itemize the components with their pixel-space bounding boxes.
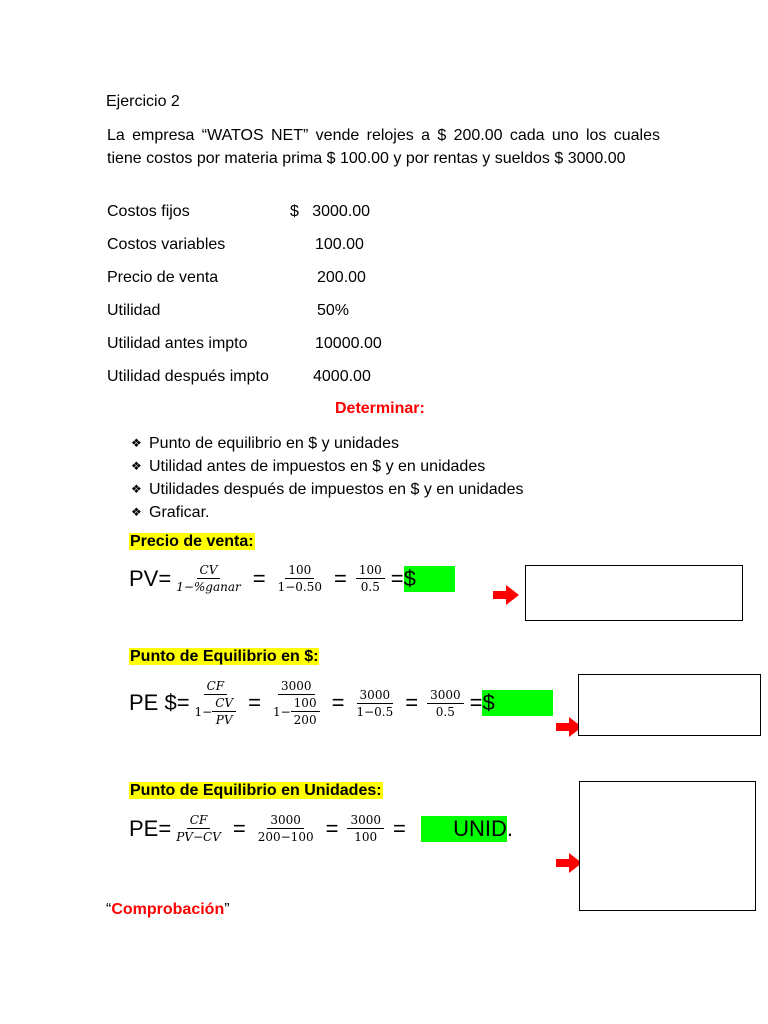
list-item: ❖ Graficar. [131, 501, 523, 524]
pe-dollars-fraction-4: $\frac{3000}{0.5}$ [427, 688, 464, 719]
list-item: ❖ Utilidades después de impuestos en $ y en unidades [131, 478, 523, 501]
diamond-bullet-icon: ❖ [131, 505, 142, 519]
row-value-utilidad-despues: 4000.00 [313, 368, 371, 385]
row-label-utilidad-antes: Utilidad antes impto [107, 335, 248, 352]
row-label-costos-fijos: Costos fijos [107, 203, 190, 220]
pv-formula: PV= $\frac{CV}{\text{1−\%ganar}}$ = $\frac{100}{1-0.50}$ = $\frac{100}{0.5}$ = $ [129, 563, 455, 594]
diamond-bullet-icon: ❖ [131, 459, 142, 473]
task-list [131, 432, 523, 524]
list-item: ❖ Utilidad antes de impuestos en $ y en unidades [131, 455, 523, 478]
row-label-utilidad-despues: Utilidad después impto [107, 368, 269, 385]
pv-fraction-1: $\frac{CV}{\text{1−\%ganar}}$ [176, 563, 241, 594]
row-value-costos-fijos: $ 3000.00 [290, 203, 371, 220]
pv-answer-box[interactable] [525, 565, 743, 621]
pe-units-heading: Punto de Equilibrio en Unidades: [130, 782, 382, 799]
row-label-costos-variables: Costos variables [107, 236, 226, 253]
pe-dollars-fraction-2: 3000 1− $\frac{100}{200}$ [270, 679, 323, 727]
exercise-title: Ejercicio 2 [106, 93, 180, 110]
red-arrow-icon [493, 585, 519, 605]
pe-units-lhs: PE= [129, 815, 172, 841]
pv-fraction-2: $\frac{100}{1-0.50}$ [277, 563, 323, 594]
pe-dollars-formula: PE $= CF 1− $\frac{CV}{PV}$ = 3000 1− $\frac{100}{200}$ = $\frac{3000}{1-0.5}$ = $\frac{3000}{0.5}$ = $ [129, 679, 553, 727]
diamond-bullet-icon: ❖ [131, 436, 142, 450]
pe-units-answer-box[interactable] [579, 781, 756, 911]
row-value-utilidad: 50% [317, 302, 350, 319]
pe-dollars-answer-box[interactable] [578, 674, 761, 736]
row-value-utilidad-antes: 10000.00 [315, 335, 382, 352]
pv-answer-highlight: $ [404, 566, 455, 592]
pe-dollars-lhs: PE $= [129, 690, 190, 715]
row-value-precio-venta: 200.00 [317, 269, 366, 286]
list-item: ❖ Punto de equilibrio en $ y unidades [131, 432, 523, 455]
pe-dollars-fraction-3: $\frac{3000}{1-0.5}$ [356, 687, 394, 719]
pe-units-fraction-1: $\frac{CF}{PV-CV}$ [176, 813, 221, 844]
pe-dollars-heading: Punto de Equilibrio en $: [130, 648, 319, 665]
pv-fraction-3: $\frac{100}{0.5}$ [356, 563, 385, 594]
pe-units-fraction-3: $\frac{3000}{100}$ [347, 813, 384, 844]
row-label-precio-venta: Precio de venta [107, 269, 219, 286]
diamond-bullet-icon: ❖ [131, 482, 142, 496]
pe-dollars-fraction-1: CF 1− $\frac{CV}{PV}$ [192, 679, 240, 727]
pv-heading: Precio de venta: [130, 533, 254, 550]
problem-statement: La empresa “WATOS NET” vende relojes a $ 200.00 cada uno los cuales tiene costos por materia prima $ 100.00 y por rentas y sueldos $ 3000.00 [107, 127, 660, 167]
comprobacion-heading: “Comprobación” [106, 901, 230, 918]
pe-dollars-answer-highlight: $ [482, 690, 553, 716]
pe-units-fraction-2: $\frac{3000}{200-100}$ [257, 813, 314, 844]
pe-units-answer-highlight: UNID [421, 816, 507, 842]
determinar-heading: Determinar: [335, 400, 425, 417]
row-label-utilidad: Utilidad [107, 302, 161, 319]
pe-units-formula: PE= $\frac{CF}{PV-CV}$ = $\frac{3000}{200-100}$ = $\frac{3000}{100}$ = UNID . [129, 813, 513, 844]
row-value-costos-variables: 100.00 [315, 236, 364, 253]
pv-lhs: PV= [129, 565, 172, 591]
